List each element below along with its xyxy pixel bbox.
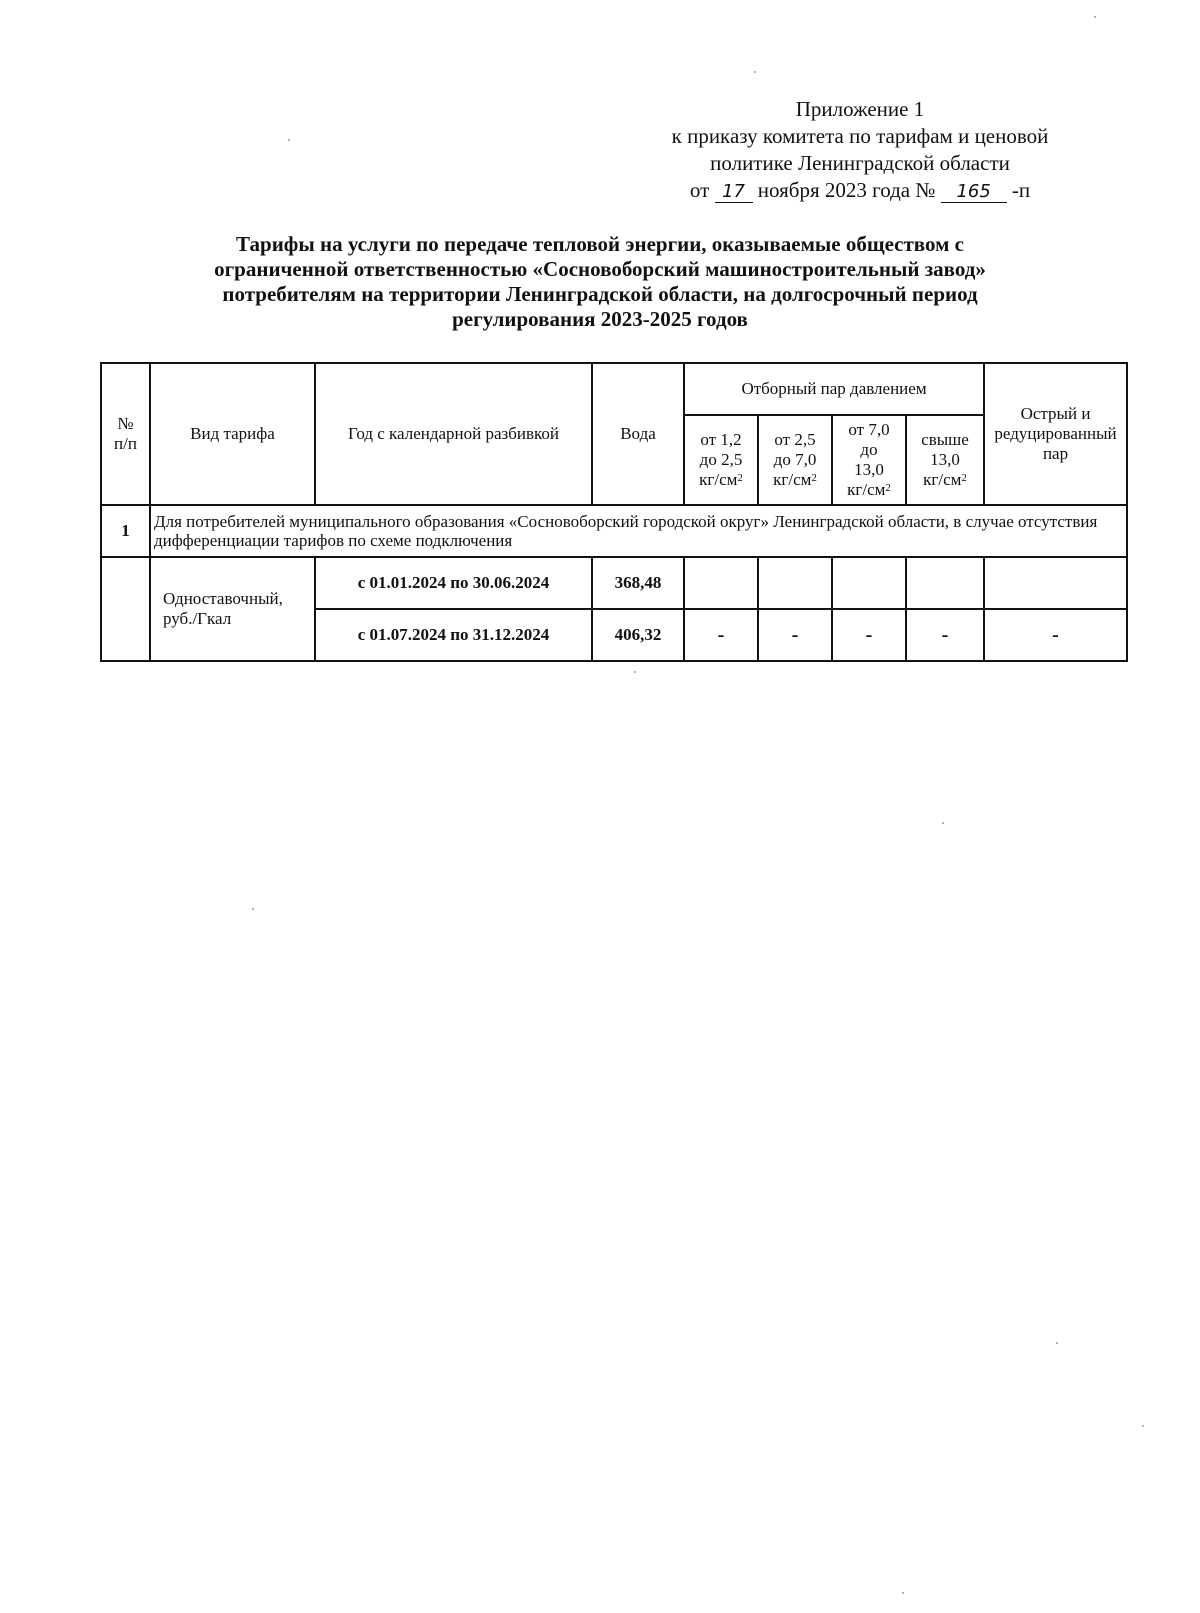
handwritten-day: 17	[715, 182, 753, 203]
appendix-title: Приложение 1	[795, 97, 925, 121]
scan-speck	[902, 1592, 904, 1594]
scan-speck	[1056, 1342, 1058, 1344]
pressure-3-value	[832, 557, 906, 609]
group-description: Для потребителей муниципального образования «Сосновоборский городской округ» Ленинградской области, в случае отсутствия дифференциации тарифов по схеме подключения	[150, 505, 1127, 557]
pressure-3-value: -	[832, 609, 906, 661]
header-extraction-steam: Отборный пар давлением	[684, 363, 984, 415]
water-value: 368,48	[592, 557, 684, 609]
scan-speck	[634, 671, 636, 673]
header-sharp-steam: Острый и редуцированный пар	[984, 363, 1127, 505]
period-cell: с 01.01.2024 по 30.06.2024	[315, 557, 592, 609]
water-value: 406,32	[592, 609, 684, 661]
sharp-steam-value	[984, 557, 1127, 609]
scan-speck	[754, 71, 756, 73]
header-number: № п/п	[101, 363, 150, 505]
date-middle: ноября 2023 года №	[757, 178, 936, 202]
date-suffix: -п	[1011, 178, 1031, 202]
pressure-2-value	[758, 557, 832, 609]
scan-speck	[942, 822, 944, 824]
group-number: 1	[101, 505, 150, 557]
appendix-date-line	[600, 177, 1120, 204]
scan-speck	[252, 908, 254, 910]
title-line-1: Тарифы на услуги по передаче тепловой энергии, оказываемые обществом с	[236, 232, 964, 256]
pressure-4-value	[906, 557, 984, 609]
header-pressure-1: от 1,2 до 2,5 $кг/см^2$	[684, 415, 758, 505]
handwritten-order-number: 165	[941, 182, 1007, 203]
table-group-row	[101, 505, 1127, 557]
table-row	[101, 557, 1127, 609]
header-tariff-type: Вид тарифа	[150, 363, 315, 505]
header-pressure-2: от 2,5 до 7,0 $кг/см^2$	[758, 415, 832, 505]
scan-speck	[1142, 1425, 1144, 1427]
scan-speck	[288, 139, 290, 141]
header-water: Вода	[592, 363, 684, 505]
scan-speck	[1094, 16, 1096, 18]
sharp-steam-value: -	[984, 609, 1127, 661]
document-title	[100, 232, 1100, 332]
tariffs-table	[100, 362, 1128, 662]
pressure-1-value	[684, 557, 758, 609]
tariff-type-value: Одноставочный, руб./Гкал	[150, 557, 315, 661]
appendix-committee-line: политике Ленинградской области	[710, 151, 1010, 175]
header-year: Год с календарной разбивкой	[315, 363, 592, 505]
header-pressure-3: от 7,0 до 13,0 $кг/см^2$	[832, 415, 906, 505]
row-number-empty	[101, 557, 150, 661]
pressure-1-value: -	[684, 609, 758, 661]
table-header-row	[101, 363, 1127, 415]
title-line-3: потребителям на территории Ленинградской области, на долгосрочный период	[222, 282, 978, 306]
pressure-4-value: -	[906, 609, 984, 661]
header-pressure-4: свыше 13,0 $кг/см^2$	[906, 415, 984, 505]
pressure-2-value: -	[758, 609, 832, 661]
period-cell: с 01.07.2024 по 31.12.2024	[315, 609, 592, 661]
appendix-header	[600, 96, 1120, 204]
title-line-4: регулирования 2023-2025 годов	[452, 307, 748, 331]
title-line-2: ограниченной ответственностью «Сосновоборский машиностроительный завод»	[214, 257, 986, 281]
appendix-order-line: к приказу комитета по тарифам и ценовой	[671, 124, 1049, 148]
date-prefix: от	[689, 178, 710, 202]
